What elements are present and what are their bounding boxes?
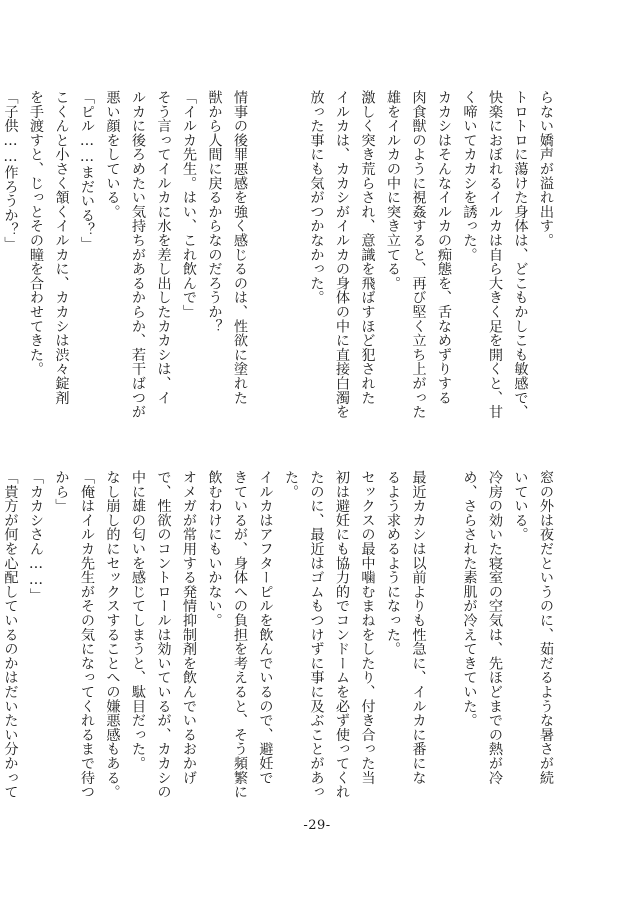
upper-text-line: 「子供……作ろうか？」 — [2, 90, 19, 251]
lower-text-line: イルカはアフターピルを飲んでいるので、避妊で — [257, 470, 274, 785]
upper-text-line: を手渡すと、じっとその瞳を合わせてきた。 — [28, 90, 44, 376]
upper-text-line: こくんと小さく頷くイルカに、カカシは渋々錠剤 — [53, 90, 70, 405]
lower-text-line: なし崩し的にセックスすることへの嫌悪感もある。 — [104, 470, 121, 799]
upper-text-line: 激しく突き荒らされ、意識を飛ばすほど犯された — [359, 90, 376, 405]
lower-text-line: め、さらされた素肌が冷えてきていた。 — [461, 470, 478, 728]
lower-text-line: 冷房の効いた寝室の空気は、先ほどまでの熱が冷 — [487, 470, 503, 785]
upper-text-line: 快楽におぼれるイルカは自ら大きく足を開くと、甘 — [487, 90, 503, 419]
lower-text-line: 初は避妊にも協力的でコンドームを必ず使ってくれ — [334, 470, 350, 799]
lower-text-line: た。 — [283, 470, 299, 499]
upper-text-line: 獣から人間に戻るからなのだろうか？ — [206, 90, 223, 334]
page-number: -29- — [303, 818, 331, 833]
lower-text-line: たのに、最近はゴムもつけずに事に及ぶことがあっ — [308, 470, 325, 799]
upper-text-line: 悪い顔をしている。 — [104, 90, 121, 219]
lower-text-line: 窓の外は夜だというのに、茹だるような暑さが続 — [538, 470, 554, 785]
upper-text-line: そう言ってイルカに水を差し出したカカシは、イ — [155, 90, 172, 405]
lower-text-line: 中に雄の匂いを感じてしまうと、駄目だった。 — [130, 470, 146, 771]
lower-text-block — [0, 470, 558, 800]
upper-text-line: らない嬌声が溢れ出す。 — [538, 90, 554, 248]
upper-text-line: 情事の後罪悪感を強く感じるのは、性欲に塗れた — [232, 90, 248, 405]
upper-text-line: 雄をイルカの中に突き立てる。 — [385, 90, 401, 291]
upper-text-line: ルカに後ろめたい気持ちがあるからか、若干ばつが — [130, 90, 146, 419]
lower-text-line: 飲むわけにもいかない。 — [206, 470, 223, 628]
lower-text-line: いている。 — [512, 470, 529, 542]
upper-text-line: カカシはそんなイルカの痴態を、舌なめずりする — [436, 90, 452, 405]
lower-text-line: 「俺はイルカ先生がその気になってくれるまで待つ — [79, 470, 95, 799]
lower-text-line: 「貴方が何を心配しているのかはだいたい分かって — [2, 470, 19, 799]
upper-text-line: 肉食獣のように視姦すると、再び堅く立ち上がった — [410, 90, 427, 419]
upper-text-line: トロトロに蕩けた身体は、どこもかしこも敏感で、 — [512, 90, 529, 419]
lower-text-line: セックスの最中噛むまねをしたり、付き合った当 — [359, 470, 376, 785]
upper-text-line: イルカは、カカシがイルカの身体の中に直接白濁を — [334, 90, 350, 419]
upper-text-line — [252, 90, 278, 480]
lower-text-line: オメガが常用する発情抑制剤を飲んでいるおかげ — [181, 470, 197, 785]
upper-text-block — [0, 90, 558, 480]
lower-text-line: 「カカシさん……」 — [28, 470, 44, 603]
upper-text-line — [278, 90, 304, 480]
lower-text-line: から」 — [53, 470, 70, 513]
upper-text-line: 「イルカ先生。はい、これ飲んで」 — [181, 90, 197, 319]
lower-text-line: るよう求めるようになった。 — [385, 470, 401, 656]
lower-text-line — [431, 470, 457, 800]
upper-text-line: く啼いてカカシを誘った。 — [461, 90, 478, 262]
upper-text-line: 「ピル……まだいる？」 — [79, 90, 95, 251]
upper-text-line: 放った事にも気がつかなかった。 — [308, 90, 325, 305]
lower-text-line: で、性欲のコントロールは効いているが、カカシの — [155, 470, 172, 799]
lower-text-line: 最近カカシは以前よりも性急に、イルカに番にな — [410, 470, 427, 785]
lower-text-line: きているが、身体への負担を考えると、そう頻繁に — [232, 470, 248, 799]
